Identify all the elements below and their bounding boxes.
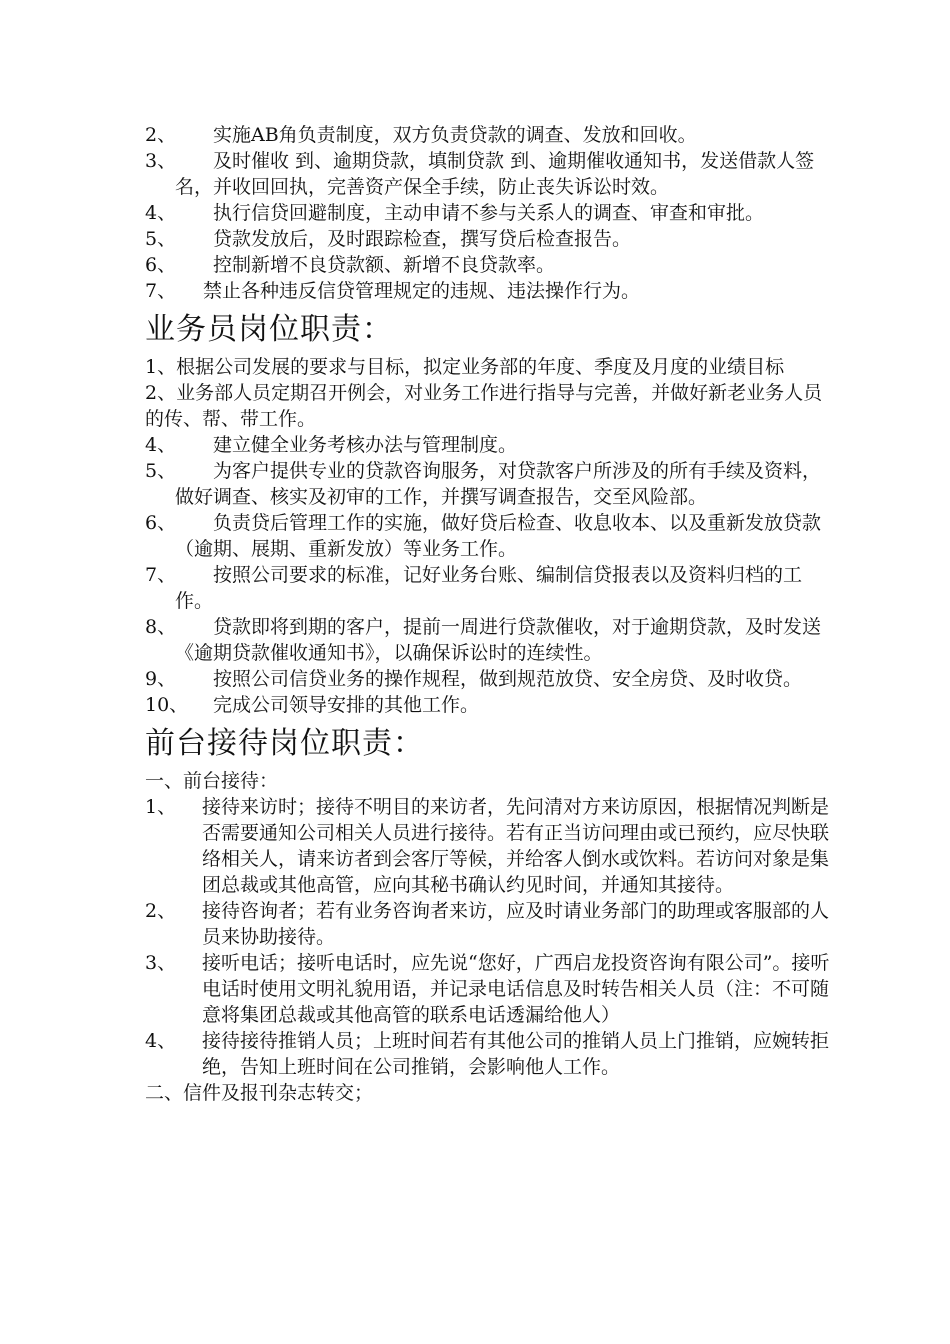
list-text: 完成公司领导安排的其他工作。 [213,694,480,716]
list-number: 9、 [145,668,177,690]
list-number: 8、 [145,616,177,638]
list-number: 7、 [145,564,177,586]
list-text: 按照公司要求的标准，记好业务台账、编制信贷报表以及资料归档的工作。 [175,564,803,612]
list-text: 贷款即将到期的客户，提前一周进行贷款催收，对于逾期贷款，及时发送《逾期贷款催收通知书》，以确保诉讼时的连续性。 [175,616,822,664]
list-text: 按照公司信贷业务的操作规程，做到规范放贷、安全房贷、及时收贷。 [213,668,803,690]
list-item [145,950,835,1028]
list-text: 及时催收 到、逾期贷款，填制贷款 到、逾期催收通知书，发送借款人签名，并收回回执，完善资产保全手续，防止丧失诉讼时效。 [175,150,815,198]
list-item [145,148,835,200]
list-number: 6、 [145,254,177,276]
list-number: 5、 [145,228,177,250]
list-text: 控制新增不良贷款额、新增不良贷款率。 [213,254,556,276]
list-item [145,1028,835,1080]
list-item [145,226,835,252]
subsection-heading: 二、信件及报刊杂志转交； [145,1082,374,1104]
section-loan-officer-duties [145,122,835,304]
list-item [145,562,835,614]
list-text: 实施AB角负责制度，双方负责贷款的调查、发放和回收。 [213,124,697,146]
list-text: 执行信贷回避制度，主动申请不参与关系人的调查、审查和审批。 [213,202,765,224]
list-item [145,666,835,692]
list-text: 接待咨询者；若有业务咨询者来访，应及时请业务部门的助理或客服部的人员来协助接待。 [202,900,830,948]
section-heading: 前台接待岗位职责： [145,726,424,761]
list-item [145,122,835,148]
list-number: 10、 [145,694,189,716]
list-number: 3、 [145,150,177,172]
list-text: 禁止各种违反信贷管理规定的违规、违法操作行为。 [203,280,641,302]
list-item [145,692,835,718]
list-text: 接待来访时；接待不明目的来访者，先问清对方来访原因，根据情况判断是否需要通知公司相关人员进行接待。若有正当访问理由或已预约，应尽快联络相关人，请来访者到会客厅等候，并给客人倒水或饮料。若访问对象是集团总裁或其他高管，应向其秘书确认约见时间，并通知其接待。 [202,796,830,896]
list-item [145,510,835,562]
list-item [145,278,835,304]
list-number: 2、 [145,124,177,146]
list-number: 3、 [145,952,177,974]
list-item [145,614,835,666]
list-text: 建立健全业务考核办法与管理制度。 [213,434,518,456]
list-item [145,458,835,510]
list-text: 负责贷后管理工作的实施，做好贷后检查、收息收本、以及重新发放贷款（逾期、展期、重新发放）等业务工作。 [175,512,822,560]
list-item [145,432,835,458]
list-item [145,252,835,278]
list-number: 7、 [145,280,177,302]
document-page [145,122,835,1106]
paragraph: 2、业务部人员定期召开例会，对业务工作进行指导与完善，并做好新老业务人员的传、帮、带工作。 [145,382,823,430]
list-item [145,898,835,950]
subsection-heading: 一、前台接待： [145,770,279,792]
list-item [145,200,835,226]
list-number: 4、 [145,202,177,224]
list-item [145,794,835,898]
list-number: 2、 [145,900,177,922]
list-number: 4、 [145,434,177,456]
list-number: 5、 [145,460,177,482]
list-number: 6、 [145,512,177,534]
list-text: 接待接待推销人员；上班时间若有其他公司的推销人员上门推销，应婉转拒绝，告知上班时间在公司推销，会影响他人工作。 [202,1030,830,1078]
list-number: 4、 [145,1030,177,1052]
section-reception-duties [145,726,835,1106]
section-salesperson-duties [145,312,835,718]
list-number: 1、 [145,796,177,818]
section-heading: 业务员岗位职责： [145,312,393,347]
list-text: 为客户提供专业的贷款咨询服务，对贷款客户所涉及的所有手续及资料，做好调查、核实及初审的工作，并撰写调查报告，交至风险部。 [175,460,822,508]
list-text: 贷款发放后，及时跟踪检查，撰写贷后检查报告。 [213,228,632,250]
paragraph: 1、根据公司发展的要求与目标，拟定业务部的年度、季度及月度的业绩目标 [145,356,785,378]
list-text: 接听电话；接听电话时，应先说“您好，广西启龙投资咨询有限公司”。接听电话时使用文明礼貌用语，并记录电话信息及时转告相关人员（注：不可随意将集团总裁或其他高管的联系电话透漏给他人） [202,952,830,1026]
